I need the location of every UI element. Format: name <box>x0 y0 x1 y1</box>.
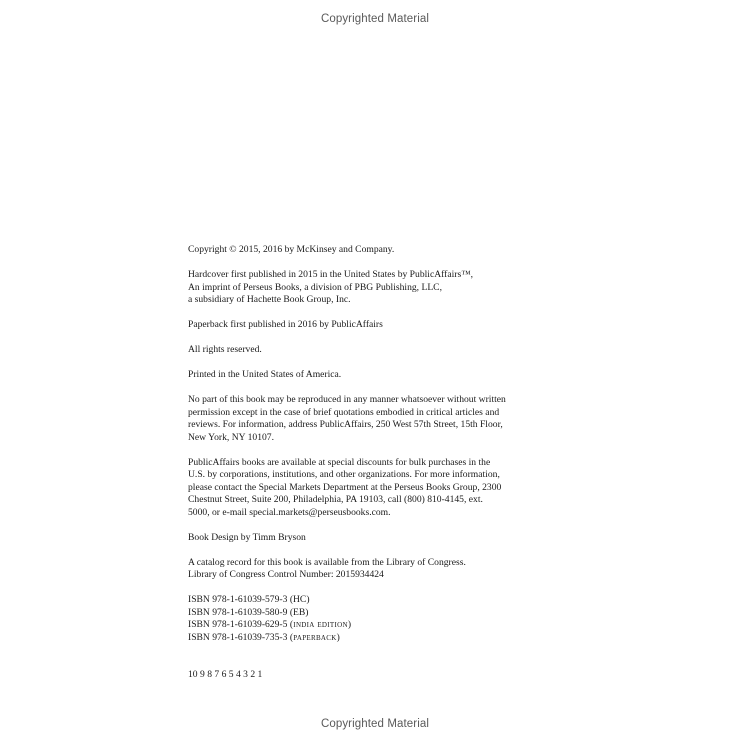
permission-notice <box>188 394 533 444</box>
watermark-top: Copyrighted Material <box>320 13 430 25</box>
permission-line: permission except in the case of brief quotations embodied in critical articles and <box>188 406 500 418</box>
design-line: Book Design by Timm Bryson <box>188 531 306 543</box>
printed-line: Printed in the United States of America. <box>188 369 342 380</box>
catalog-notice <box>188 557 533 582</box>
rights-line: All rights reserved. <box>188 344 262 355</box>
isbn-number: ISBN 978-1-61039-735-3 <box>188 631 288 643</box>
isbn-line <box>188 607 533 620</box>
paperback-notice <box>188 319 533 332</box>
permission-line: reviews. For information, address PublicAffairs, 250 West 57th Street, 15th Floor, <box>188 419 503 430</box>
hardcover-line: Hardcover first published in 2015 in the United States by PublicAffairs™, <box>188 269 473 280</box>
isbn-edition: (HC) <box>289 594 310 605</box>
isbn-number: ISBN 978-1-61039-579-3 <box>188 594 288 605</box>
discounts-line: U.S. by corporations, institutions, and other organizations. For more information, <box>188 469 500 480</box>
permission-line: New York, NY 10107. <box>188 431 274 443</box>
discounts-line: 5000, or e-mail special.markets@perseusbooks.com. <box>188 506 391 518</box>
rights-notice <box>188 344 533 357</box>
isbn-number: ISBN 978-1-61039-629-5 <box>188 619 288 630</box>
copyright-page <box>188 244 533 682</box>
isbn-number: ISBN 978-1-61039-580-9 <box>188 606 288 618</box>
discounts-line: PublicAffairs books are available at special discounts for bulk purchases in the <box>188 456 491 468</box>
isbn-list <box>188 594 533 644</box>
paperback-line: Paperback first published in 2016 by PublicAffairs <box>188 319 383 330</box>
watermark-bottom: Copyrighted Material <box>320 718 430 730</box>
discounts-line: Chestnut Street, Suite 200, Philadelphia, PA 19103, call (800) 810-4145, ext. <box>188 494 483 505</box>
discounts-line: please contact the Special Markets Department at the Perseus Books Group, 2300 <box>188 481 502 493</box>
isbn-line <box>188 632 533 645</box>
isbn-edition: (EB) <box>289 606 309 618</box>
hardcover-notice <box>188 269 533 307</box>
catalog-line: A catalog record for this book is available from the Library of Congress. <box>188 556 466 568</box>
isbn-line <box>188 619 533 632</box>
isbn-edition: (india edition) <box>289 619 352 630</box>
discounts-notice <box>188 457 533 520</box>
hardcover-line: a subsidiary of Hachette Book Group, Inc. <box>188 294 351 305</box>
catalog-line: Library of Congress Control Number: 2015934424 <box>188 569 384 580</box>
printing-numbers: 10 9 8 7 6 5 4 3 2 1 <box>188 669 263 680</box>
printed-notice <box>188 369 533 382</box>
isbn-line <box>188 594 533 607</box>
printing-line <box>188 669 533 682</box>
isbn-edition: (paperback) <box>289 631 341 643</box>
copyright-line: Copyright © 2015, 2016 by McKinsey and Company. <box>188 244 395 255</box>
hardcover-line: An imprint of Perseus Books, a division of PBG Publishing, LLC, <box>188 281 442 293</box>
permission-line: No part of this book may be reproduced in any manner whatsoever without written <box>188 394 506 405</box>
design-credit <box>188 532 533 545</box>
copyright-notice <box>188 244 533 257</box>
